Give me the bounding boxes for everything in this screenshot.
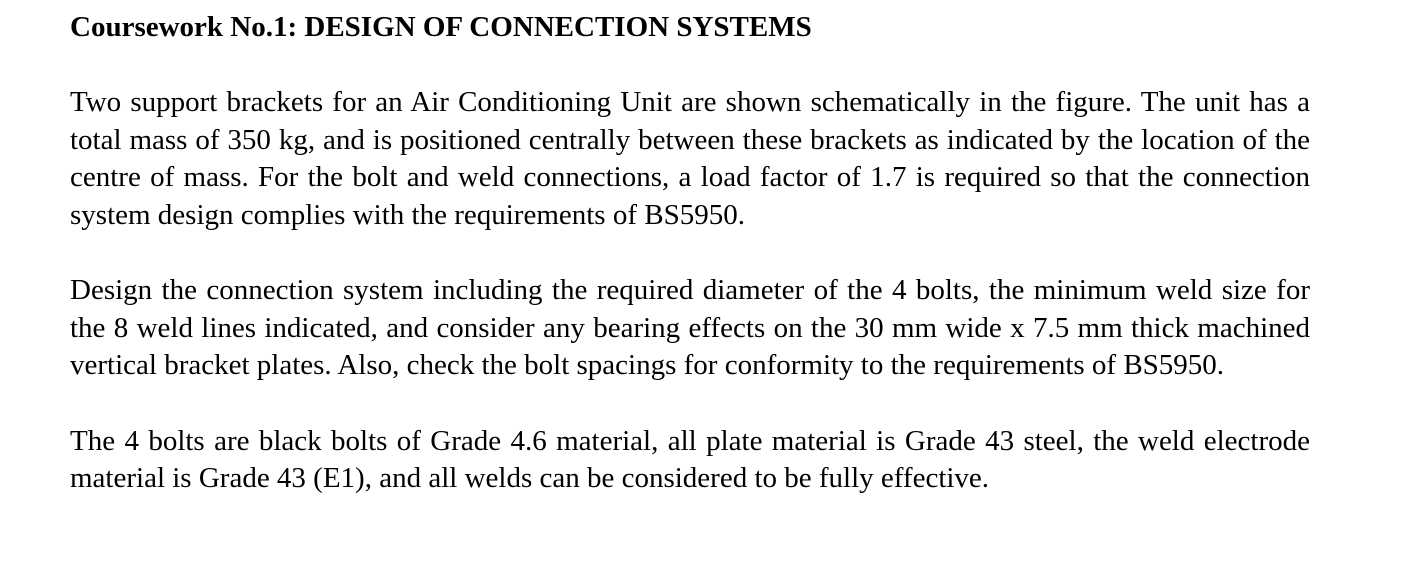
coursework-title: Coursework No.1: DESIGN OF CONNECTION SYSTEMS bbox=[70, 11, 812, 43]
document-page bbox=[70, 10, 1310, 498]
problem-description-paragraph: Two support brackets for an Air Conditioning Unit are shown schematically in the figure. The unit has a total mass of 350 kg, and is positioned centrally between these brackets as indicated by the location of the centre of mass. For the bolt and weld connections, a load factor of 1.7 is required so that the connection system design complies with the requirements of BS5950. bbox=[70, 86, 1310, 231]
material-specification-paragraph: The 4 bolts are black bolts of Grade 4.6 material, all plate material is Grade 43 steel, the weld electrode material is Grade 43 (E1), and all welds can be considered to be fully effective. bbox=[70, 424, 1310, 494]
design-task-paragraph: Design the connection system including the required diameter of the 4 bolts, the minimum weld size for the 8 weld lines indicated, and consider any bearing effects on the 30 mm wide x 7.5 mm thick machined vertical bracket plates. Also, check the bolt spacings for conformity to the requirements of BS5950. bbox=[70, 274, 1310, 381]
